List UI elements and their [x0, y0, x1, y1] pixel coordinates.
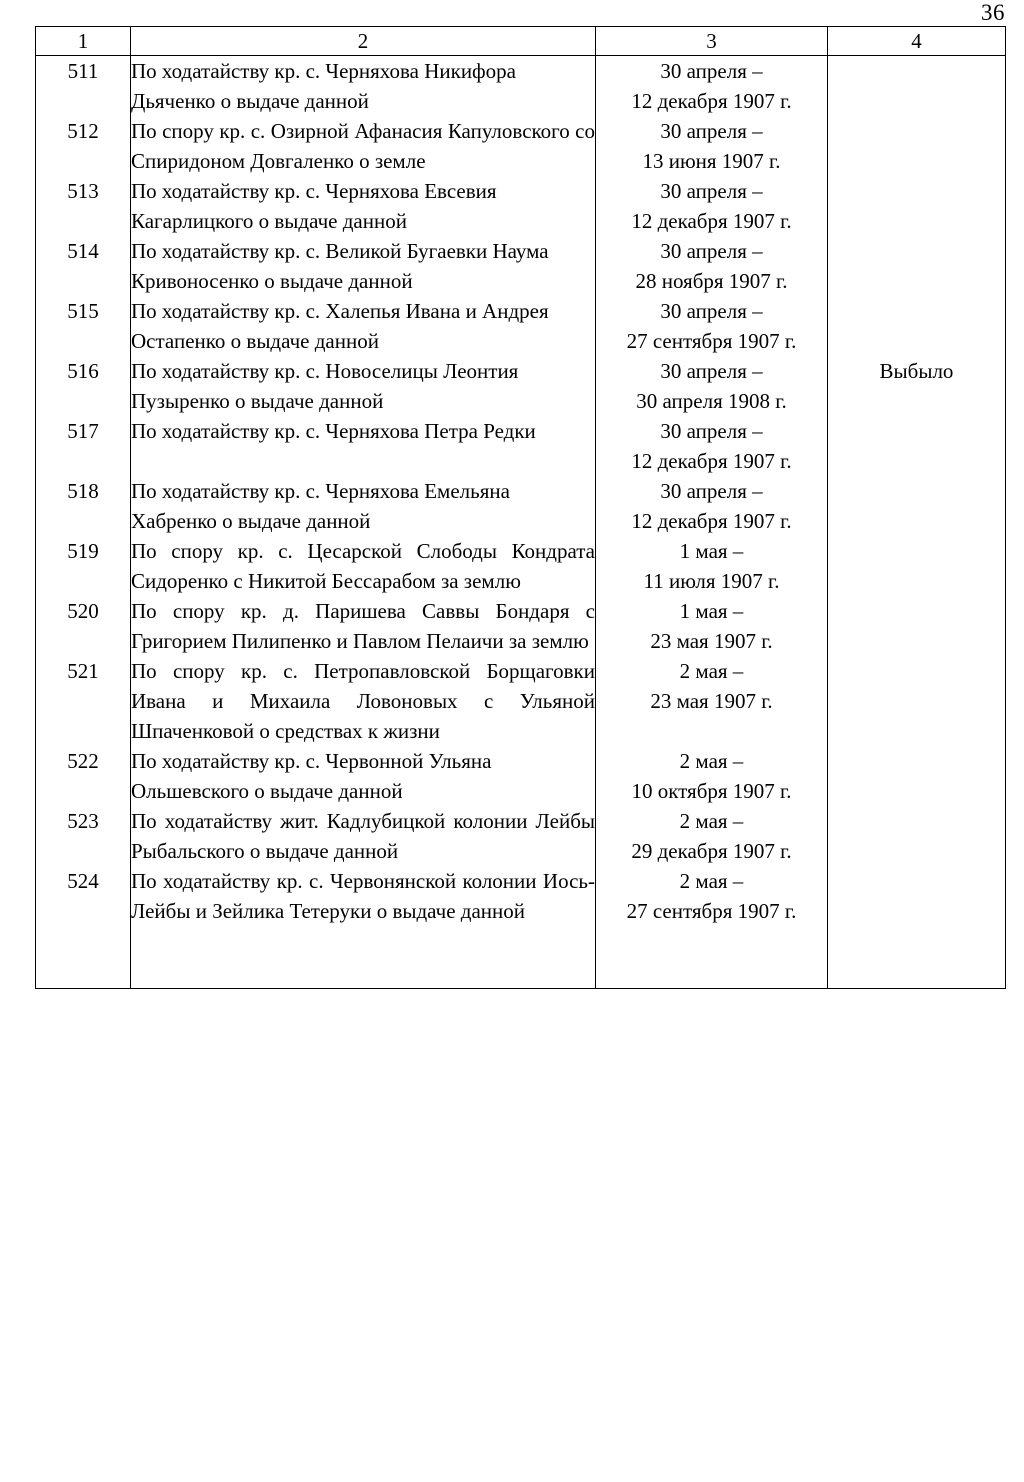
cell-case-dates — [596, 746, 828, 806]
date-start: 30 апреля – — [660, 419, 763, 443]
date-end: 23 мая 1907 г. — [650, 629, 773, 653]
cell-case-description: По спору кр. д. Паришева Саввы Бондаря с Григорием Пилипенко и Павлом Пелаичи за землю — [131, 596, 596, 656]
cell-case-note — [828, 56, 1006, 117]
trailing-cell — [36, 926, 131, 989]
cell-case-description: По спору кр. с. Озирной Афанасия Капуловского со Спиридоном Довгаленко о земле — [131, 116, 596, 176]
cell-case-description: По спору кр. с. Петропавловской Борщаговки Ивана и Михаила Ловоновых с Ульяной Шпаченковой о средствах к жизни — [131, 656, 596, 746]
cell-case-description: По ходатайству кр. с. Новоселицы Леонтия Пузыренко о выдаче данной — [131, 356, 596, 416]
trailing-cell — [596, 926, 828, 989]
cell-case-dates — [596, 416, 828, 476]
date-start: 30 апреля – — [660, 119, 763, 143]
date-start: 30 апреля – — [660, 239, 763, 263]
date-start: 30 апреля – — [660, 359, 763, 383]
date-start: 2 мая – — [679, 749, 744, 773]
cell-case-description: По ходатайству кр. с. Черняхова Петра Редки — [131, 416, 596, 476]
table-row — [36, 536, 1006, 596]
table-body — [36, 56, 1006, 989]
cell-case-description: По ходатайству кр. с. Великой Бугаевки Наума Кривоносенко о выдаче данной — [131, 236, 596, 296]
cell-case-note — [828, 536, 1006, 596]
cell-case-note — [828, 806, 1006, 866]
table-row — [36, 596, 1006, 656]
table-row — [36, 296, 1006, 356]
table-row — [36, 656, 1006, 746]
table-row — [36, 806, 1006, 866]
cell-case-description: По ходатайству жит. Кадлубицкой колонии Лейбы Рыбальского о выдаче данной — [131, 806, 596, 866]
page-number: 36 — [981, 0, 1005, 25]
cell-case-number: 520 — [36, 596, 131, 656]
table-row — [36, 356, 1006, 416]
date-start: 2 мая – — [679, 809, 744, 833]
cell-case-note — [828, 656, 1006, 746]
cell-case-description: По ходатайству кр. с. Червонной Ульяна Ольшевского о выдаче данной — [131, 746, 596, 806]
date-start: 2 мая – — [679, 659, 744, 683]
cell-case-number: 524 — [36, 866, 131, 926]
cell-case-number: 513 — [36, 176, 131, 236]
column-number-header-row — [36, 27, 1006, 56]
date-start: 30 апреля – — [660, 59, 763, 83]
cell-case-dates — [596, 656, 828, 746]
table-row — [36, 56, 1006, 117]
cell-case-dates — [596, 116, 828, 176]
date-end: 30 апреля 1908 г. — [636, 389, 787, 413]
cell-case-number: 515 — [36, 296, 131, 356]
cell-case-description: По ходатайству кр. с. Червонянской колонии Иось-Лейбы и Зейлика Тетеруки о выдаче данной — [131, 866, 596, 926]
cell-case-number: 517 — [36, 416, 131, 476]
table-row — [36, 866, 1006, 926]
cell-case-number: 523 — [36, 806, 131, 866]
column-header-3: 3 — [596, 27, 828, 56]
cell-case-note — [828, 236, 1006, 296]
column-header-2: 2 — [131, 27, 596, 56]
date-end: 28 ноября 1907 г. — [635, 269, 788, 293]
date-start: 30 апреля – — [660, 299, 763, 323]
cell-case-note — [828, 596, 1006, 656]
table-row — [36, 176, 1006, 236]
cell-case-number: 511 — [36, 56, 131, 117]
table-row — [36, 116, 1006, 176]
cell-case-note — [828, 176, 1006, 236]
table-row — [36, 746, 1006, 806]
cell-case-dates — [596, 56, 828, 117]
cell-case-number: 522 — [36, 746, 131, 806]
cell-case-number: 514 — [36, 236, 131, 296]
date-end: 11 июля 1907 г. — [643, 569, 780, 593]
date-end: 13 июня 1907 г. — [642, 149, 781, 173]
cell-case-description: По спору кр. с. Цесарской Слободы Кондрата Сидоренко с Никитой Бессарабом за землю — [131, 536, 596, 596]
cell-case-dates — [596, 536, 828, 596]
cell-case-note: Выбыло — [828, 356, 1006, 416]
cell-case-dates — [596, 356, 828, 416]
date-end: 12 декабря 1907 г. — [631, 509, 792, 533]
cell-case-description: По ходатайству кр. с. Черняхова Емельяна Хабренко о выдаче данной — [131, 476, 596, 536]
date-start: 30 апреля – — [660, 479, 763, 503]
cell-case-description: По ходатайству кр. с. Черняхова Евсевия Кагарлицкого о выдаче данной — [131, 176, 596, 236]
table-trailing-space — [36, 926, 1006, 989]
register-table — [35, 26, 1006, 989]
cell-case-dates — [596, 596, 828, 656]
cell-case-number: 519 — [36, 536, 131, 596]
cell-case-dates — [596, 476, 828, 536]
cell-case-note — [828, 476, 1006, 536]
table-row — [36, 416, 1006, 476]
cell-case-dates — [596, 236, 828, 296]
cell-case-note — [828, 116, 1006, 176]
cell-case-number: 516 — [36, 356, 131, 416]
cell-case-note — [828, 866, 1006, 926]
cell-case-note — [828, 416, 1006, 476]
date-end: 27 сентября 1907 г. — [626, 329, 797, 353]
trailing-cell — [131, 926, 596, 989]
date-start: 2 мая – — [679, 869, 744, 893]
date-end: 10 октября 1907 г. — [631, 779, 792, 803]
cell-case-description: По ходатайству кр. с. Халепья Ивана и Андрея Остапенко о выдаче данной — [131, 296, 596, 356]
cell-case-note — [828, 746, 1006, 806]
cell-case-description: По ходатайству кр. с. Черняхова Никифора Дьяченко о выдаче данной — [131, 56, 596, 117]
date-end: 12 декабря 1907 г. — [631, 209, 792, 233]
date-end: 23 мая 1907 г. — [650, 689, 773, 713]
cell-case-number: 521 — [36, 656, 131, 746]
date-end: 12 декабря 1907 г. — [631, 89, 792, 113]
cell-case-dates — [596, 866, 828, 926]
date-end: 27 сентября 1907 г. — [626, 899, 797, 923]
cell-case-dates — [596, 176, 828, 236]
table-row — [36, 236, 1006, 296]
cell-case-note — [828, 296, 1006, 356]
date-start: 1 мая – — [679, 539, 744, 563]
cell-case-number: 518 — [36, 476, 131, 536]
table-header — [36, 27, 1006, 56]
column-header-1: 1 — [36, 27, 131, 56]
date-end: 29 декабря 1907 г. — [631, 839, 792, 863]
table-row — [36, 476, 1006, 536]
date-end: 12 декабря 1907 г. — [631, 449, 792, 473]
column-header-4: 4 — [828, 27, 1006, 56]
cell-case-dates — [596, 296, 828, 356]
trailing-cell — [828, 926, 1006, 989]
cell-case-dates — [596, 806, 828, 866]
date-start: 1 мая – — [679, 599, 744, 623]
cell-case-number: 512 — [36, 116, 131, 176]
date-start: 30 апреля – — [660, 179, 763, 203]
